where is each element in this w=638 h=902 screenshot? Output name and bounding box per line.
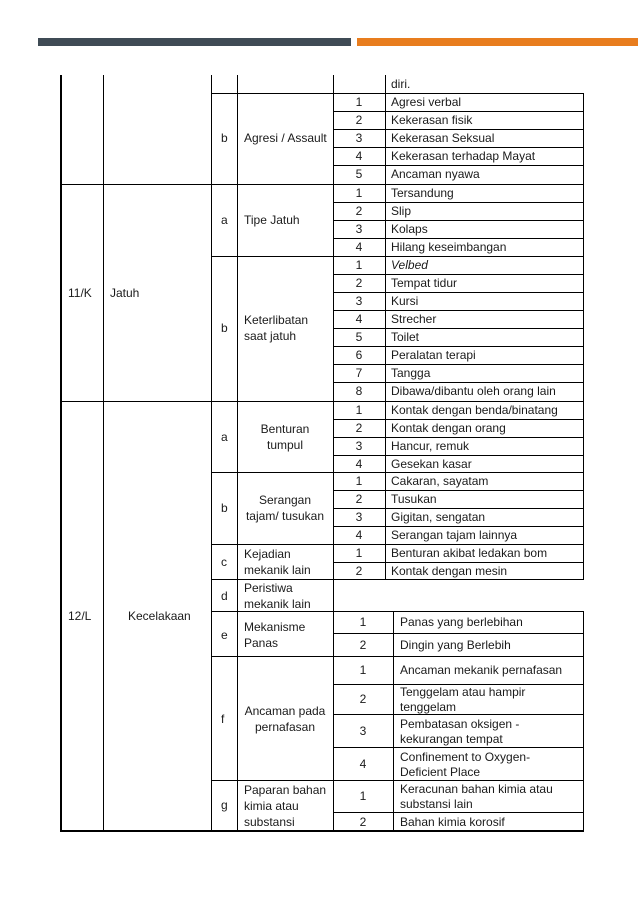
item-detail: Dingin yang Berlebih <box>400 638 511 652</box>
item-detail: Gigitan, sengatan <box>391 510 486 524</box>
sub-letter: d <box>221 589 228 603</box>
item-number: 7 <box>355 366 363 380</box>
item-number: 1 <box>359 663 367 677</box>
sub-letter: c <box>221 555 227 569</box>
item-number: 6 <box>355 348 363 362</box>
item-number: 2 <box>355 113 363 127</box>
item-number: 5 <box>355 167 363 181</box>
item-detail: Panas yang berlebihan <box>400 615 523 629</box>
sub-name: Kejadian <box>244 547 291 561</box>
row-divider <box>333 714 584 715</box>
row-divider <box>333 812 584 813</box>
row-divider <box>333 747 584 748</box>
item-number: 1 <box>355 474 363 488</box>
item-detail: Tersandung <box>391 186 454 200</box>
item-number: 2 <box>359 638 367 652</box>
item-detail: Confinement to Oxygen- <box>400 750 531 764</box>
item-detail: Kekerasan Seksual <box>391 131 495 145</box>
item-detail: Kontak dengan orang <box>391 421 506 435</box>
table-border-left <box>60 75 62 831</box>
item-number: 8 <box>355 384 363 398</box>
item-number: 1 <box>359 789 367 803</box>
item-number: 1 <box>355 546 363 560</box>
item-number: 4 <box>359 757 367 771</box>
item-detail: Ancaman nyawa <box>391 167 480 181</box>
sub-letter: f <box>221 712 225 726</box>
item-number: 2 <box>355 564 363 578</box>
sub-name: mekanik lain <box>244 597 311 611</box>
sub-name: substansi <box>244 815 295 829</box>
item-number: 1 <box>355 186 363 200</box>
sub-name: saat jatuh <box>244 329 297 343</box>
item-detail: Agresi verbal <box>391 95 462 109</box>
item-detail: Pembatasan oksigen - <box>400 717 520 731</box>
item-number: 1 <box>355 258 363 272</box>
item-detail: Serangan tajam lainnya <box>391 528 518 542</box>
detail-cell: diri. <box>391 77 411 91</box>
table-border-right-first <box>385 75 386 93</box>
sub-name: Tipe Jatuh <box>244 213 300 227</box>
item-number: 3 <box>355 510 363 524</box>
item-number: 2 <box>359 692 367 706</box>
item-detail: Gesekan kasar <box>391 457 472 471</box>
item-detail: Benturan akibat ledakan bom <box>391 546 548 560</box>
item-detail: Deficient Place <box>400 765 481 779</box>
item-number: 2 <box>355 492 363 506</box>
item-detail: Dibawa/dibantu oleh orang lain <box>391 384 556 398</box>
item-detail: kekurangan tempat <box>400 732 503 746</box>
item-number: 1 <box>355 95 363 109</box>
item-number: 3 <box>359 724 367 738</box>
sub-name: tajam/ tusukan <box>245 509 325 523</box>
group-code: 12/L <box>68 609 92 623</box>
sub-letter: b <box>221 321 228 335</box>
item-number: 4 <box>355 312 363 326</box>
item-detail: Tangga <box>391 366 431 380</box>
item-number: 2 <box>355 204 363 218</box>
item-number: 4 <box>355 528 363 542</box>
group-divider-11 <box>60 184 584 185</box>
item-detail: Strecher <box>391 312 437 326</box>
header-bar-orange <box>357 38 638 46</box>
group-name: Kecelakaan <box>128 609 191 623</box>
sub-name: kimia atau <box>244 799 299 813</box>
table-border-right-bottom <box>583 611 584 831</box>
header-bar-dark <box>38 38 351 46</box>
sub-name: Keterlibatan <box>244 313 309 327</box>
item-detail: Kekerasan fisik <box>391 113 473 127</box>
sub-letter: a <box>221 430 228 444</box>
item-detail: Bahan kimia korosif <box>400 815 505 829</box>
sub-letter: g <box>221 798 228 812</box>
sub-letter: e <box>221 628 228 642</box>
item-number: 3 <box>355 222 363 236</box>
sub-name: Agresi / Assault <box>244 131 327 145</box>
item-number: 5 <box>355 330 363 344</box>
item-number: 4 <box>355 240 363 254</box>
sub-name: Benturan <box>260 422 310 436</box>
item-detail: Tempat tidur <box>391 276 458 290</box>
item-detail: Peralatan terapi <box>391 348 476 362</box>
sub-name: Paparan bahan <box>244 783 327 797</box>
item-detail: Kontak dengan benda/binatang <box>391 403 558 417</box>
item-number: 2 <box>359 815 367 829</box>
sub-name: Panas <box>244 636 279 650</box>
item-detail: Keracunan bahan kimia atau <box>400 782 553 796</box>
col-divider-code <box>103 75 104 831</box>
sub-name: Mekanisme <box>244 620 306 634</box>
col-divider-name <box>211 75 212 831</box>
row-divider <box>333 633 584 634</box>
item-detail: Kekerasan terhadap Mayat <box>391 149 536 163</box>
item-detail: tenggelam <box>400 700 457 714</box>
table-border-bottom <box>60 830 584 832</box>
item-number: 4 <box>355 457 363 471</box>
item-number: 3 <box>355 131 363 145</box>
sub-name: Serangan <box>258 493 312 507</box>
group-name: Jatuh <box>110 286 140 300</box>
col-divider-num-bottom <box>393 611 394 831</box>
item-number: 4 <box>355 149 363 163</box>
item-number: 3 <box>355 294 363 308</box>
sub-name: Peristiwa <box>244 581 293 595</box>
item-detail: Slip <box>391 204 412 218</box>
item-detail: Tenggelam atau hampir <box>400 685 526 699</box>
group-code: 11/K <box>68 286 92 300</box>
item-detail: Ancaman mekanik pernafasan <box>400 663 563 677</box>
item-number: 1 <box>355 403 363 417</box>
item-detail: Kontak dengan mesin <box>391 564 508 578</box>
item-number: 2 <box>355 421 363 435</box>
item-detail: Toilet <box>391 330 420 344</box>
sub-letter: b <box>221 501 228 515</box>
item-number: 2 <box>355 276 363 290</box>
subgroup-divider <box>211 656 584 657</box>
sub-name: mekanik lain <box>244 563 311 577</box>
sub-name: pernafasan <box>254 720 316 734</box>
item-detail: Kolaps <box>391 222 428 236</box>
item-detail: Cakaran, sayatam <box>391 474 489 488</box>
item-detail: Tusukan <box>391 492 437 506</box>
item-number: 1 <box>359 615 367 629</box>
sub-name: tumpul <box>266 438 304 452</box>
sub-letter: a <box>221 213 228 227</box>
item-detail: Kursi <box>391 294 419 308</box>
item-number: 3 <box>355 439 363 453</box>
item-detail: Hancur, remuk <box>391 439 470 453</box>
item-detail: Velbed <box>391 258 428 272</box>
sub-name: Ancaman pada <box>244 704 326 718</box>
item-detail: Hilang keseimbangan <box>391 240 507 254</box>
item-detail: substansi lain <box>400 797 473 811</box>
sub-letter: b <box>221 131 228 145</box>
